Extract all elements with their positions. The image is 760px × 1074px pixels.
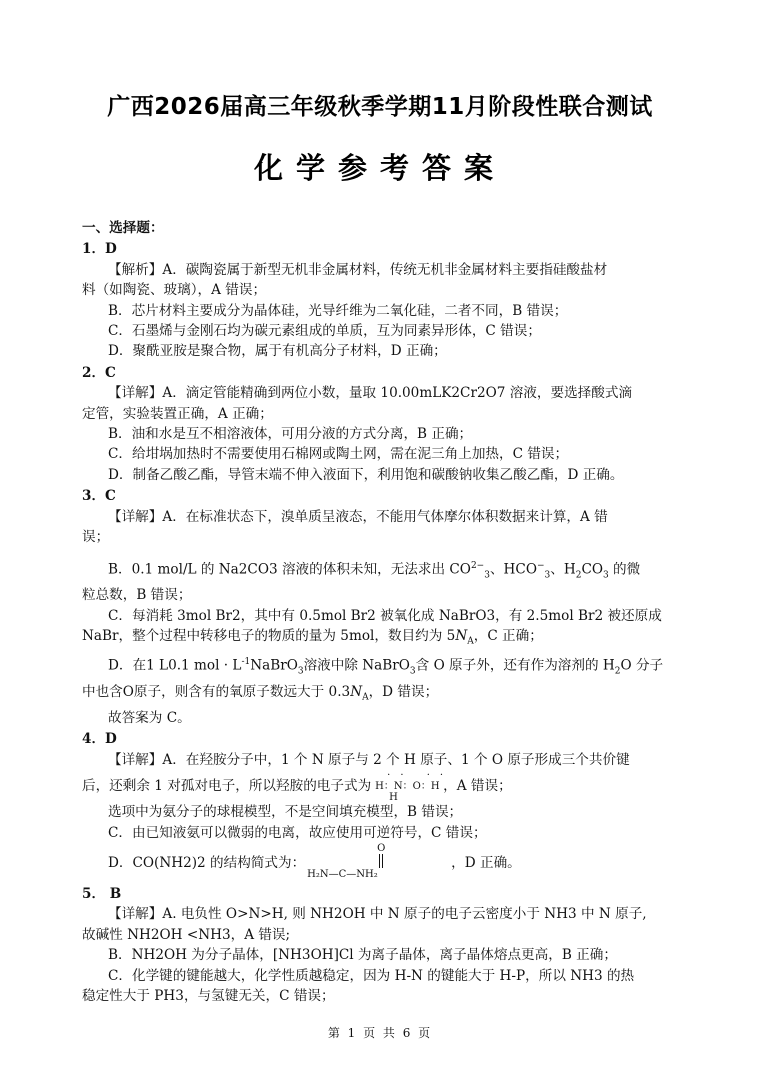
q1-line: C．石墨烯与金刚石均为碳元素组成的单质，互为同素异形体，C 错误； — [108, 323, 541, 340]
q3-text: 、H — [550, 561, 576, 578]
q3-text: NaBrO — [250, 657, 298, 674]
q2-line: 定管，实验装置正确，A 正确； — [82, 405, 273, 422]
q4-line: 选项中为氨分子的球棍模型，不是空间填充模型，B 错误； — [108, 804, 463, 821]
q5-line: B．NH2OH 为分子晶体，[NH3OH]Cl 为离子晶体，离子晶体熔点更高，B 正确； — [108, 947, 617, 964]
double-bond — [379, 854, 383, 868]
charge-superscript: − — [536, 560, 545, 571]
superscript: -1 — [241, 657, 251, 668]
q3-line — [82, 556, 680, 586]
hydroxylamine-lewis-structure — [375, 769, 454, 803]
q2-line: B．油和水是互不相溶液体，可用分液的方式分离，B 正确； — [108, 426, 473, 443]
q3-line: 误； — [82, 529, 110, 546]
q4-text: D．CO(NH2)2 的结构简式为： — [108, 854, 306, 871]
q3-text: 的微 — [608, 561, 641, 578]
q5-line: 稳定性大于 PH3，与氢键无关，C 错误； — [82, 987, 335, 1004]
q3-text: O 分子 — [620, 657, 664, 674]
section-heading: 一、选择题： — [82, 220, 164, 236]
q3-text: 、HCO — [489, 561, 537, 578]
q3-text: B．0.1 mol/L 的 Na2CO3 溶液的体积未知，无法求出 CO — [108, 561, 471, 578]
q3-text: 含 O 原子外，还有作为溶剂的 H — [415, 657, 615, 674]
q3-text: 中也含O原子，则含有的氧原子数远大于 0.3 — [82, 683, 351, 700]
q5-line: 故碱性 NH2OH <NH3，A 错误; — [82, 926, 291, 943]
q5-line: C．化学键的键能越大，化学性质越稳定，因为 H-N 的键能大于 H-P，所以 NH3 的热 — [108, 967, 635, 984]
q1-line: 【解析】A．碳陶瓷属于新型无机非金属材料，传统无机非金属材料主要指硅酸盐材 — [108, 261, 608, 278]
q2-line: C．给坩埚加热时不需要使用石棉网或陶土网，需在泥三角上加热，C 错误； — [108, 446, 569, 463]
q4-answer: 4．D — [82, 731, 117, 748]
q4-line: C．由已知液氨可以微弱的电离，故应使用可逆符号，C 错误； — [108, 824, 487, 841]
q4-text: ，D 正确。 — [451, 854, 521, 871]
subscript: 2 — [614, 666, 621, 677]
subscript: A — [467, 636, 474, 647]
page-number: 第 1 页 共 6 页 — [327, 1026, 433, 1040]
subscript: 2 — [575, 569, 582, 580]
subscript: 3 — [297, 666, 304, 677]
lone-pair-dots: ·· ·· — [387, 769, 454, 781]
q5-line: 【详解】A. 电负性 O>N>H, 则 NH2OH 中 N 原子的电子云密度小于 NH3 中 N 原子, — [108, 906, 647, 923]
q3-line — [82, 682, 680, 708]
q3-line — [82, 626, 680, 652]
exam-title: 广西2026届高三年级秋季学期11月阶段性联合测试 — [107, 94, 653, 120]
carbonyl-oxygen: O — [377, 843, 386, 855]
q3-line: C．每消耗 3mol Br2，其中有 0.5mol Br2 被氧化成 NaBrO3，有 2.5mol Br2 被还原成 — [108, 607, 662, 624]
q1-line: B．芯片材料主要成分为晶体硅，光导纤维为二氧化硅，二者不同，B 错误； — [108, 302, 568, 319]
q4-text: 后，还剩余 1 对孤对电子，所以羟胺的电子式为 — [82, 778, 372, 795]
q4-text: ，A 错误； — [443, 778, 512, 795]
charge-superscript: 2− — [470, 560, 485, 571]
document-body — [82, 217, 680, 1006]
q2-line: D．制备乙酸乙酯，导管末端不伸入液面下，利用饱和碳酸钠收集乙酸乙酯，D 正确。 — [108, 466, 624, 483]
q3-text: CO — [581, 561, 603, 578]
q3-line: 【详解】A．在标准状态下，溴单质呈液态，不能用气体摩尔体积数据来计算，A 错 — [108, 508, 608, 525]
q2-line: 【详解】A．滴定管能精确到两位小数，量取 10.00mLK2Cr2O7 溶液，要选择酸式滴 — [108, 385, 633, 402]
avogadro-symbol: N — [455, 627, 468, 644]
lewis-bottom-h: H — [389, 791, 398, 803]
answer-key-title: 化学参考答案 — [253, 151, 506, 185]
q3-text: ，D 错误； — [368, 683, 439, 700]
q3-text: 溶液中除 NaBrO — [303, 657, 410, 674]
q1-line: 料（如陶瓷、玻璃），A 错误； — [82, 282, 267, 299]
urea-backbone: H₂N—C—NH₂ — [307, 869, 378, 881]
urea-structure — [307, 843, 449, 883]
q2-answer: 2．C — [82, 364, 116, 381]
q3-line: 粒总数，B 错误； — [82, 587, 192, 604]
q1-answer: 1．D — [82, 241, 117, 258]
q3-text: ，C 正确； — [473, 627, 543, 644]
subscript: A — [362, 692, 369, 703]
q3-text: D．在1 L0.1 mol · L — [108, 657, 242, 674]
subscript: 3 — [409, 666, 416, 677]
subscript: 3 — [544, 569, 551, 580]
q3-line — [82, 652, 680, 682]
q4-line — [82, 770, 680, 802]
q4-line — [82, 843, 680, 883]
q3-line: 故答案为 C。 — [108, 709, 191, 726]
avogadro-symbol: N — [350, 683, 363, 700]
q1-line: D．聚酰亚胺是聚合物，属于有机高分子材料，D 正确； — [108, 343, 447, 360]
subscript: 3 — [484, 569, 490, 580]
q4-line: 【详解】A．在羟胺分子中，1 个 N 原子与 2 个 H 原子、1 个 O 原子形成三个共价键 — [108, 751, 630, 768]
q3-answer: 3．C — [82, 488, 116, 505]
q3-text: NaBr，整个过程中转移电子的物质的量为 5mol，数目约为 5 — [82, 627, 456, 644]
lewis-main-row: H：N：O：H — [375, 780, 440, 792]
subscript: 3 — [602, 569, 609, 580]
q5-answer: 5． B — [82, 885, 122, 902]
